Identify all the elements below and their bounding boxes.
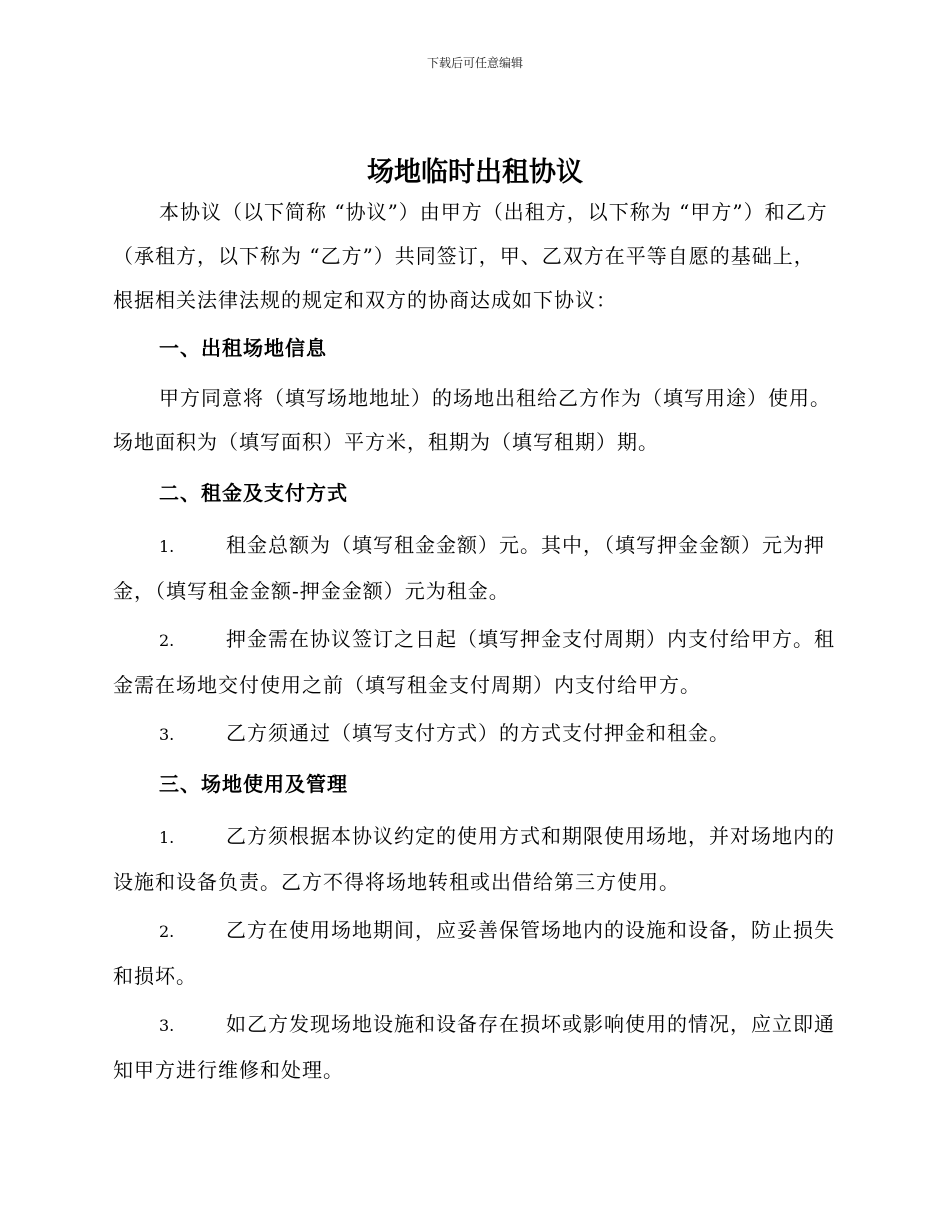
section-heading: 二、租金及支付方式 [159, 481, 348, 505]
list-item [113, 523, 835, 613]
item-number: 3. [159, 1016, 175, 1035]
list-item [113, 711, 835, 757]
item-number: 2. [159, 922, 175, 941]
section-1-body [113, 376, 835, 464]
page-header: 下载后可任意编辑 [426, 56, 523, 70]
section-2-item-2 [113, 617, 835, 707]
item-text: 押金需在协议签订之日起（填写押金支付周期）内支付给甲方。租金需在场地交付使用之前（填写租金支付周期）内支付给甲方。 [113, 627, 835, 697]
item-number: 2. [159, 631, 175, 650]
item-text: 乙方须根据本协议约定的使用方式和期限使用场地，并对场地内的设施和设备负责。乙方不得将场地转租或出借给第三方使用。 [113, 824, 835, 894]
intro-paragraph: 本协议（以下简称 “协议”）由甲方（出租方，以下称为 “甲方”）和乙方（承租方，以下称为 “乙方”）共同签订，甲、乙双方在平等自愿的基础上，根据相关法律法规的规定和双方的协商达成如下协议： [113, 200, 828, 312]
section-3-item-1 [113, 814, 835, 904]
section-heading: 一、出租场地信息 [159, 336, 327, 360]
section-paragraph: 甲方同意将（填写场地地址）的场地出租给乙方作为（填写用途）使用。场地面积为（填写面积）平方米，租期为（填写租期）期。 [113, 386, 831, 454]
item-text: 乙方须通过（填写支付方式）的方式支付押金和租金。 [226, 721, 730, 745]
document-title: 场地临时出租协议 [367, 157, 583, 188]
item-text: 租金总额为（填写租金金额）元。其中，（填写押金金额）元为押金，（填写租金金额-押金金额）元为租金。 [113, 533, 825, 603]
section-2-item-3 [113, 711, 835, 757]
item-number: 3. [159, 725, 175, 744]
section-heading: 三、场地使用及管理 [159, 772, 348, 796]
section-3-item-2 [113, 908, 835, 998]
list-item [113, 908, 835, 998]
section-2 [113, 471, 835, 515]
item-number: 1. [159, 828, 175, 847]
section-3-item-3 [113, 1002, 835, 1092]
item-number: 1. [159, 537, 175, 556]
list-item [113, 814, 835, 904]
section-2-item-1 [113, 523, 835, 613]
list-item [113, 617, 835, 707]
section-3 [113, 762, 835, 806]
list-item [113, 1002, 835, 1092]
intro-block [113, 190, 835, 322]
item-text: 如乙方发现场地设施和设备存在损坏或影响使用的情况，应立即通知甲方进行维修和处理。 [113, 1012, 835, 1082]
section-1 [113, 326, 835, 370]
item-text: 乙方在使用场地期间，应妥善保管场地内的设施和设备，防止损失和损坏。 [113, 918, 835, 988]
